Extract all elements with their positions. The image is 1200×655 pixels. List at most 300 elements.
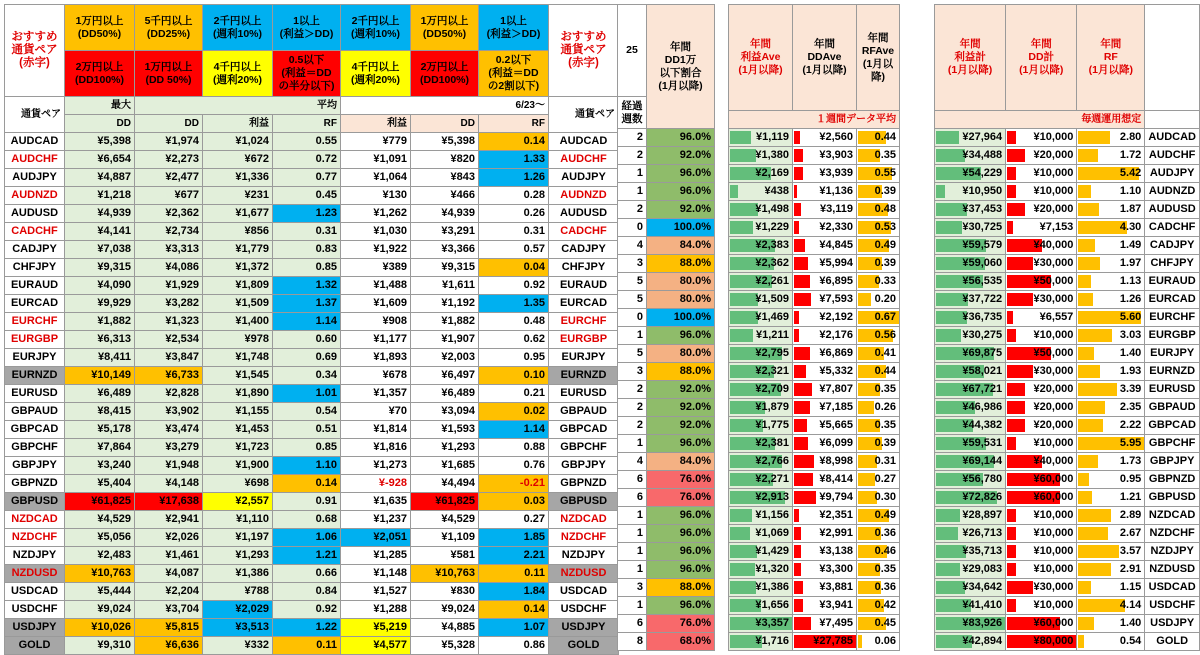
dd-sum[interactable] — [1006, 327, 1077, 345]
dd-ave[interactable] — [793, 579, 857, 597]
pair-name-right[interactable]: CADCHF — [549, 223, 619, 241]
cell-avg-profit[interactable]: ¥1,155 — [203, 403, 273, 421]
cell-s-dd[interactable]: ¥3,366 — [411, 241, 479, 259]
dd-ave[interactable] — [793, 525, 857, 543]
cell-s-dd[interactable]: ¥5,398 — [411, 133, 479, 151]
pair-name-right[interactable]: NZDJPY — [549, 547, 619, 565]
legend-top-0[interactable] — [65, 5, 135, 51]
cell-max-dd[interactable]: ¥10,763 — [65, 565, 135, 583]
profit-sum[interactable] — [935, 309, 1006, 327]
pair-name[interactable]: AUDCAD — [5, 133, 65, 151]
cell-s-dd[interactable]: ¥1,685 — [411, 457, 479, 475]
rf-ave[interactable] — [857, 129, 900, 147]
cell-s-dd[interactable]: ¥1,907 — [411, 331, 479, 349]
dd-sum[interactable] — [1006, 147, 1077, 165]
cell-avg-dd[interactable]: ¥2,477 — [135, 169, 203, 187]
pair-name[interactable]: AUDJPY — [5, 169, 65, 187]
legend-top-6[interactable] — [479, 5, 549, 51]
weeks-elapsed[interactable]: 1 — [618, 543, 647, 561]
cell-max-dd[interactable]: ¥10,026 — [65, 619, 135, 637]
cell-max-dd[interactable]: ¥4,887 — [65, 169, 135, 187]
header-dd-ratio[interactable] — [647, 5, 715, 129]
cell-s-profit[interactable]: ¥1,488 — [341, 277, 411, 295]
cell-s-dd[interactable]: ¥1,882 — [411, 313, 479, 331]
cell-avg-dd[interactable]: ¥6,733 — [135, 367, 203, 385]
pair-name-far-right[interactable]: AUDNZD — [1145, 183, 1200, 201]
pair-name-right[interactable]: NZDCHF — [549, 529, 619, 547]
rf-year[interactable] — [1077, 633, 1145, 651]
pair-name-right[interactable]: EURAUD — [549, 277, 619, 295]
cell-s-profit[interactable]: ¥908 — [341, 313, 411, 331]
cell-s-profit[interactable]: ¥1,635 — [341, 493, 411, 511]
dd-ratio[interactable]: 76.0% — [647, 489, 715, 507]
profit-ave[interactable] — [729, 579, 793, 597]
cell-s-dd[interactable]: ¥4,529 — [411, 511, 479, 529]
cell-avg-rf[interactable]: 0.84 — [273, 583, 341, 601]
dd-ave[interactable] — [793, 183, 857, 201]
rf-year[interactable] — [1077, 165, 1145, 183]
cell-avg-profit[interactable]: ¥698 — [203, 475, 273, 493]
cell-avg-dd[interactable]: ¥4,087 — [135, 565, 203, 583]
cell-s-profit[interactable]: ¥389 — [341, 259, 411, 277]
cell-avg-profit[interactable]: ¥788 — [203, 583, 273, 601]
header-rf-year[interactable] — [1077, 5, 1145, 111]
rf-ave[interactable] — [857, 507, 900, 525]
cell-avg-profit[interactable]: ¥231 — [203, 187, 273, 205]
cell-s-dd[interactable]: ¥10,763 — [411, 565, 479, 583]
cell-avg-dd[interactable]: ¥1,974 — [135, 133, 203, 151]
dd-ratio[interactable]: 80.0% — [647, 291, 715, 309]
pair-name[interactable]: GOLD — [5, 637, 65, 655]
cell-avg-rf[interactable]: 1.01 — [273, 385, 341, 403]
weeks-elapsed[interactable]: 5 — [618, 345, 647, 363]
dd-sum[interactable] — [1006, 579, 1077, 597]
dd-sum[interactable] — [1006, 543, 1077, 561]
profit-ave[interactable] — [729, 615, 793, 633]
dd-sum[interactable] — [1006, 255, 1077, 273]
pair-name-far-right[interactable]: NZDCAD — [1145, 507, 1200, 525]
dd-sum[interactable] — [1006, 237, 1077, 255]
dd-sum[interactable] — [1006, 363, 1077, 381]
pair-name-right[interactable]: EURCAD — [549, 295, 619, 313]
cell-s-dd[interactable]: ¥9,024 — [411, 601, 479, 619]
rf-ave[interactable] — [857, 579, 900, 597]
cell-s-rf[interactable]: 0.26 — [479, 205, 549, 223]
weeks-elapsed[interactable]: 1 — [618, 507, 647, 525]
rf-ave[interactable] — [857, 561, 900, 579]
weeks-elapsed[interactable]: 1 — [618, 435, 647, 453]
rf-year[interactable] — [1077, 201, 1145, 219]
dd-sum[interactable] — [1006, 129, 1077, 147]
dd-sum[interactable] — [1006, 453, 1077, 471]
cell-avg-profit[interactable]: ¥1,748 — [203, 349, 273, 367]
rf-ave[interactable] — [857, 597, 900, 615]
dd-ratio[interactable]: 96.0% — [647, 327, 715, 345]
cell-avg-rf[interactable]: 0.34 — [273, 367, 341, 385]
pair-name-far-right[interactable]: EURCHF — [1145, 309, 1200, 327]
legend-bottom-6[interactable] — [479, 51, 549, 97]
cell-s-rf[interactable]: 0.88 — [479, 439, 549, 457]
rf-ave[interactable] — [857, 327, 900, 345]
rf-ave[interactable] — [857, 255, 900, 273]
cell-s-rf[interactable]: 0.95 — [479, 349, 549, 367]
profit-sum[interactable] — [935, 471, 1006, 489]
rf-year[interactable] — [1077, 183, 1145, 201]
cell-avg-profit[interactable]: ¥978 — [203, 331, 273, 349]
legend-bottom-5[interactable] — [411, 51, 479, 97]
profit-sum[interactable] — [935, 399, 1006, 417]
profit-ave[interactable] — [729, 165, 793, 183]
cell-avg-dd[interactable]: ¥5,815 — [135, 619, 203, 637]
cell-max-dd[interactable]: ¥9,315 — [65, 259, 135, 277]
rf-ave[interactable] — [857, 201, 900, 219]
profit-sum[interactable] — [935, 435, 1006, 453]
cell-avg-profit[interactable]: ¥1,779 — [203, 241, 273, 259]
pair-name-right[interactable]: EURJPY — [549, 349, 619, 367]
dd-ave[interactable] — [793, 147, 857, 165]
pair-name[interactable]: EURJPY — [5, 349, 65, 367]
cell-s-rf[interactable]: 1.26 — [479, 169, 549, 187]
cell-avg-rf[interactable]: 1.21 — [273, 547, 341, 565]
profit-ave[interactable] — [729, 237, 793, 255]
cell-avg-rf[interactable]: 0.83 — [273, 241, 341, 259]
profit-ave[interactable] — [729, 561, 793, 579]
pair-name[interactable]: EURUSD — [5, 385, 65, 403]
dd-ratio[interactable]: 92.0% — [647, 417, 715, 435]
pair-name-far-right[interactable]: EURAUD — [1145, 273, 1200, 291]
dd-sum[interactable] — [1006, 273, 1077, 291]
dd-ratio[interactable]: 92.0% — [647, 381, 715, 399]
cell-max-dd[interactable]: ¥2,483 — [65, 547, 135, 565]
header-pair[interactable]: 通貨ペア — [5, 97, 65, 133]
cell-s-dd[interactable]: ¥2,003 — [411, 349, 479, 367]
pair-name-far-right[interactable]: EURUSD — [1145, 381, 1200, 399]
pair-name-right[interactable]: GBPAUD — [549, 403, 619, 421]
header-dd-ave[interactable] — [793, 5, 857, 111]
cell-s-rf[interactable]: 1.35 — [479, 295, 549, 313]
cell-avg-rf[interactable]: 1.32 — [273, 277, 341, 295]
pair-name[interactable]: USDJPY — [5, 619, 65, 637]
header-avg[interactable]: 平均 — [135, 97, 341, 115]
weeks-elapsed[interactable]: 4 — [618, 237, 647, 255]
cell-avg-profit[interactable]: ¥1,197 — [203, 529, 273, 547]
cell-s-dd[interactable]: ¥9,315 — [411, 259, 479, 277]
dd-sum[interactable] — [1006, 309, 1077, 327]
rf-year[interactable] — [1077, 381, 1145, 399]
rf-year[interactable] — [1077, 597, 1145, 615]
dd-ratio[interactable]: 96.0% — [647, 543, 715, 561]
profit-sum[interactable] — [935, 597, 1006, 615]
rf-year[interactable] — [1077, 309, 1145, 327]
dd-ratio[interactable]: 92.0% — [647, 201, 715, 219]
cell-s-dd[interactable]: ¥1,109 — [411, 529, 479, 547]
dd-ratio[interactable]: 84.0% — [647, 237, 715, 255]
profit-sum[interactable] — [935, 327, 1006, 345]
cell-avg-dd[interactable]: ¥17,638 — [135, 493, 203, 511]
profit-ave[interactable] — [729, 399, 793, 417]
rf-ave[interactable] — [857, 489, 900, 507]
pair-name-right[interactable]: NZDCAD — [549, 511, 619, 529]
dd-sum[interactable] — [1006, 633, 1077, 651]
rf-ave[interactable] — [857, 147, 900, 165]
cell-max-dd[interactable]: ¥6,489 — [65, 385, 135, 403]
cell-s-dd[interactable]: ¥1,293 — [411, 439, 479, 457]
recommend-pair-title[interactable] — [5, 5, 65, 97]
header-max-dd[interactable]: DD — [65, 115, 135, 133]
cell-avg-rf[interactable]: 0.92 — [273, 601, 341, 619]
cell-s-profit[interactable]: ¥1,091 — [341, 151, 411, 169]
dd-ratio[interactable]: 92.0% — [647, 399, 715, 417]
profit-ave[interactable] — [729, 435, 793, 453]
legend-top-1[interactable] — [135, 5, 203, 51]
pair-name[interactable]: CADJPY — [5, 241, 65, 259]
cell-s-profit[interactable]: ¥1,816 — [341, 439, 411, 457]
cell-max-dd[interactable]: ¥4,939 — [65, 205, 135, 223]
cell-max-dd[interactable]: ¥9,929 — [65, 295, 135, 313]
profit-ave[interactable] — [729, 381, 793, 399]
cell-max-dd[interactable]: ¥7,864 — [65, 439, 135, 457]
cell-s-rf[interactable]: 0.27 — [479, 511, 549, 529]
profit-ave[interactable] — [729, 363, 793, 381]
cell-max-dd[interactable]: ¥6,654 — [65, 151, 135, 169]
pair-name-far-right[interactable]: USDJPY — [1145, 615, 1200, 633]
header-blank[interactable] — [1145, 5, 1200, 111]
pair-name-far-right[interactable]: GBPCAD — [1145, 417, 1200, 435]
cell-s-profit[interactable]: ¥1,285 — [341, 547, 411, 565]
profit-sum[interactable] — [935, 183, 1006, 201]
dd-sum[interactable] — [1006, 597, 1077, 615]
pair-name[interactable]: GBPNZD — [5, 475, 65, 493]
pair-name-right[interactable]: GBPCHF — [549, 439, 619, 457]
profit-ave[interactable] — [729, 453, 793, 471]
pair-name-right[interactable]: EURNZD — [549, 367, 619, 385]
weeks-elapsed[interactable]: 2 — [618, 381, 647, 399]
dd-ratio[interactable]: 96.0% — [647, 507, 715, 525]
pair-name-far-right[interactable]: EURJPY — [1145, 345, 1200, 363]
cell-s-profit[interactable]: ¥1,814 — [341, 421, 411, 439]
profit-ave[interactable] — [729, 219, 793, 237]
cell-avg-rf[interactable]: 0.14 — [273, 475, 341, 493]
cell-avg-dd[interactable]: ¥3,704 — [135, 601, 203, 619]
pair-name[interactable]: GBPCAD — [5, 421, 65, 439]
cell-max-dd[interactable]: ¥5,056 — [65, 529, 135, 547]
dd-ave[interactable] — [793, 435, 857, 453]
cell-max-dd[interactable]: ¥5,178 — [65, 421, 135, 439]
weeks-elapsed[interactable]: 2 — [618, 399, 647, 417]
dd-ratio[interactable]: 88.0% — [647, 579, 715, 597]
rf-year[interactable] — [1077, 525, 1145, 543]
cell-s-rf[interactable]: 0.10 — [479, 367, 549, 385]
profit-sum[interactable] — [935, 219, 1006, 237]
rf-ave[interactable] — [857, 417, 900, 435]
dd-ratio[interactable]: 88.0% — [647, 255, 715, 273]
dd-ratio[interactable]: 80.0% — [647, 345, 715, 363]
pair-name-far-right[interactable]: CHFJPY — [1145, 255, 1200, 273]
cell-s-dd[interactable]: ¥5,328 — [411, 637, 479, 655]
profit-ave[interactable] — [729, 147, 793, 165]
profit-sum[interactable] — [935, 201, 1006, 219]
cell-avg-dd[interactable]: ¥2,273 — [135, 151, 203, 169]
weeks-elapsed[interactable]: 3 — [618, 255, 647, 273]
profit-sum[interactable] — [935, 237, 1006, 255]
cell-avg-rf[interactable]: 0.77 — [273, 169, 341, 187]
rf-ave[interactable] — [857, 165, 900, 183]
dd-ave[interactable] — [793, 453, 857, 471]
weeks-elapsed[interactable]: 6 — [618, 489, 647, 507]
cell-avg-dd[interactable]: ¥3,847 — [135, 349, 203, 367]
cell-avg-profit[interactable]: ¥332 — [203, 637, 273, 655]
cell-avg-rf[interactable]: 0.11 — [273, 637, 341, 655]
header-dd-sum[interactable] — [1006, 5, 1077, 111]
dd-ratio[interactable]: 84.0% — [647, 453, 715, 471]
pair-name-right[interactable]: USDJPY — [549, 619, 619, 637]
header-avg-rf[interactable]: RF — [273, 115, 341, 133]
rf-ave[interactable] — [857, 399, 900, 417]
cell-s-rf[interactable]: 0.76 — [479, 457, 549, 475]
cell-avg-profit[interactable]: ¥1,110 — [203, 511, 273, 529]
profit-sum[interactable] — [935, 129, 1006, 147]
cell-avg-rf[interactable]: 0.85 — [273, 259, 341, 277]
legend-bottom-4[interactable] — [341, 51, 411, 97]
rf-year[interactable] — [1077, 453, 1145, 471]
cell-max-dd[interactable]: ¥61,825 — [65, 493, 135, 511]
cell-s-rf[interactable]: 0.21 — [479, 385, 549, 403]
cell-s-rf[interactable]: 0.14 — [479, 133, 549, 151]
dd-ave[interactable] — [793, 417, 857, 435]
cell-avg-profit[interactable]: ¥1,723 — [203, 439, 273, 457]
cell-avg-dd[interactable]: ¥1,948 — [135, 457, 203, 475]
pair-name[interactable]: AUDUSD — [5, 205, 65, 223]
cell-s-dd[interactable]: ¥6,489 — [411, 385, 479, 403]
dd-ratio[interactable]: 76.0% — [647, 615, 715, 633]
cell-s-rf[interactable]: 1.84 — [479, 583, 549, 601]
cell-max-dd[interactable]: ¥8,411 — [65, 349, 135, 367]
pair-name-right[interactable]: AUDJPY — [549, 169, 619, 187]
legend-bottom-2[interactable] — [203, 51, 273, 97]
pair-name-far-right[interactable]: CADCHF — [1145, 219, 1200, 237]
header-since[interactable]: 6/23～ — [341, 97, 549, 115]
weeks-elapsed[interactable]: 1 — [618, 165, 647, 183]
profit-ave[interactable] — [729, 597, 793, 615]
cell-max-dd[interactable]: ¥4,141 — [65, 223, 135, 241]
cell-avg-rf[interactable]: 1.22 — [273, 619, 341, 637]
weeks-elapsed[interactable]: 0 — [618, 219, 647, 237]
dd-ratio[interactable]: 80.0% — [647, 273, 715, 291]
weeks-elapsed[interactable]: 1 — [618, 597, 647, 615]
legend-bottom-3[interactable] — [273, 51, 341, 97]
dd-ratio[interactable]: 96.0% — [647, 129, 715, 147]
pair-name[interactable]: NZDCAD — [5, 511, 65, 529]
cell-avg-rf[interactable]: 1.14 — [273, 313, 341, 331]
pair-name-right[interactable]: NZDUSD — [549, 565, 619, 583]
cell-s-dd[interactable]: ¥466 — [411, 187, 479, 205]
cell-avg-dd[interactable]: ¥6,636 — [135, 637, 203, 655]
cell-s-profit[interactable]: ¥1,609 — [341, 295, 411, 313]
dd-ave[interactable] — [793, 561, 857, 579]
dd-ave[interactable] — [793, 273, 857, 291]
cell-avg-rf[interactable]: 0.31 — [273, 223, 341, 241]
cell-max-dd[interactable]: ¥8,415 — [65, 403, 135, 421]
pair-name-right[interactable]: USDCHF — [549, 601, 619, 619]
cell-s-profit[interactable]: ¥130 — [341, 187, 411, 205]
pair-name[interactable]: GBPUSD — [5, 493, 65, 511]
pair-name[interactable]: EURGBP — [5, 331, 65, 349]
cell-avg-profit[interactable]: ¥1,900 — [203, 457, 273, 475]
cell-s-profit[interactable]: ¥678 — [341, 367, 411, 385]
cell-s-profit[interactable]: ¥1,030 — [341, 223, 411, 241]
rf-ave[interactable] — [857, 435, 900, 453]
pair-name[interactable]: EURCHF — [5, 313, 65, 331]
pair-name[interactable]: NZDUSD — [5, 565, 65, 583]
rf-year[interactable] — [1077, 489, 1145, 507]
cell-avg-profit[interactable]: ¥1,372 — [203, 259, 273, 277]
cell-avg-dd[interactable]: ¥3,474 — [135, 421, 203, 439]
profit-sum[interactable] — [935, 579, 1006, 597]
cell-avg-profit[interactable]: ¥1,293 — [203, 547, 273, 565]
cell-avg-rf[interactable]: 0.85 — [273, 439, 341, 457]
dd-ave[interactable] — [793, 165, 857, 183]
header-avg-profit[interactable]: 利益 — [203, 115, 273, 133]
pair-name-far-right[interactable]: AUDCHF — [1145, 147, 1200, 165]
pair-name-right[interactable]: EURUSD — [549, 385, 619, 403]
dd-ratio[interactable]: 92.0% — [647, 147, 715, 165]
rf-year[interactable] — [1077, 327, 1145, 345]
rf-ave[interactable] — [857, 363, 900, 381]
cell-avg-profit[interactable]: ¥2,029 — [203, 601, 273, 619]
cell-s-profit[interactable]: ¥-928 — [341, 475, 411, 493]
dd-ratio[interactable]: 68.0% — [647, 633, 715, 651]
cell-s-dd[interactable]: ¥830 — [411, 583, 479, 601]
cell-s-rf[interactable]: 0.02 — [479, 403, 549, 421]
weeks-elapsed[interactable]: 2 — [618, 417, 647, 435]
weeks-elapsed[interactable]: 3 — [618, 363, 647, 381]
rf-year[interactable] — [1077, 291, 1145, 309]
weeks-elapsed[interactable]: 3 — [618, 579, 647, 597]
dd-ave[interactable] — [793, 381, 857, 399]
cell-max-dd[interactable]: ¥3,240 — [65, 457, 135, 475]
profit-sum[interactable] — [935, 147, 1006, 165]
dd-sum[interactable] — [1006, 291, 1077, 309]
pair-name[interactable]: NZDCHF — [5, 529, 65, 547]
cell-s-dd[interactable]: ¥61,825 — [411, 493, 479, 511]
dd-sum[interactable] — [1006, 219, 1077, 237]
weeks-elapsed[interactable]: 2 — [618, 129, 647, 147]
legend-bottom-1[interactable] — [135, 51, 203, 97]
rf-year[interactable] — [1077, 219, 1145, 237]
rf-year[interactable] — [1077, 147, 1145, 165]
rf-ave[interactable] — [857, 615, 900, 633]
dd-ratio[interactable]: 100.0% — [647, 219, 715, 237]
pair-name-far-right[interactable]: GBPCHF — [1145, 435, 1200, 453]
profit-ave[interactable] — [729, 471, 793, 489]
cell-s-rf[interactable]: 0.57 — [479, 241, 549, 259]
header-since-rf[interactable]: RF — [479, 115, 549, 133]
rf-ave[interactable] — [857, 525, 900, 543]
pair-name-right[interactable]: GBPUSD — [549, 493, 619, 511]
profit-sum[interactable] — [935, 561, 1006, 579]
cell-s-dd[interactable]: ¥6,497 — [411, 367, 479, 385]
cell-s-dd[interactable]: ¥820 — [411, 151, 479, 169]
profit-sum[interactable] — [935, 525, 1006, 543]
dd-ave[interactable] — [793, 543, 857, 561]
cell-avg-profit[interactable]: ¥672 — [203, 151, 273, 169]
cell-avg-dd[interactable]: ¥3,282 — [135, 295, 203, 313]
dd-ratio[interactable]: 96.0% — [647, 525, 715, 543]
pair-name-right[interactable]: CHFJPY — [549, 259, 619, 277]
cell-s-dd[interactable]: ¥581 — [411, 547, 479, 565]
pair-name[interactable]: EURNZD — [5, 367, 65, 385]
profit-ave[interactable] — [729, 543, 793, 561]
